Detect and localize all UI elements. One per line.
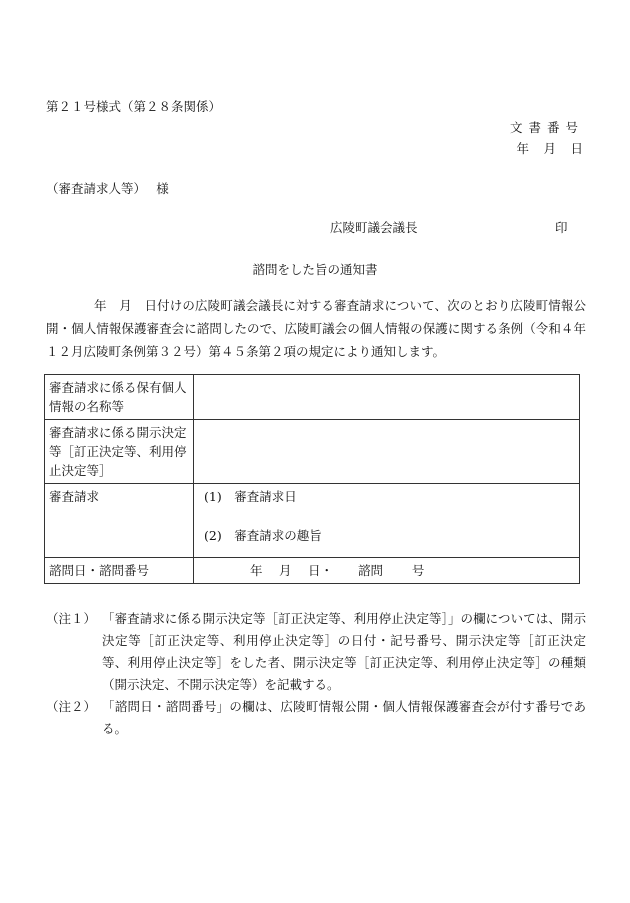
review-request-purpose-item: (2) 審査請求の趣旨 [204, 528, 322, 543]
notes-section [46, 608, 586, 740]
table-row [45, 484, 580, 558]
note-text: 「諮問日・諮問番号」の欄は、広陵町情報公開・個人情報保護審査会が付す番号である。 [102, 699, 586, 736]
note-item [46, 608, 586, 696]
recipient-line: （審査請求人等） 様 [46, 181, 169, 196]
row-value-review-request [194, 484, 580, 558]
table-row [45, 420, 580, 484]
row-label-personal-info: 審査請求に係る保有個人情報の名称等 [45, 375, 194, 420]
table-row [45, 558, 580, 584]
note-text: 「審査請求に係る開示決定等［訂正決定等、利用停止決定等］」の欄については、開示決定等［訂正決定等、利用停止決定等］の日付・記号番号、開示決定等［訂正決定等、利用停止決定等］をした者、開示決定等［訂正決定等、利用停止決定等］の種類（開示決定、不開示決定等）を記載する。 [102, 611, 586, 692]
row-label-consultation: 諮問日・諮問番号 [45, 558, 194, 584]
document-title: 諮問をした旨の通知書 [252, 262, 378, 277]
table-row [45, 375, 580, 420]
info-table [44, 374, 580, 584]
row-value-consultation [194, 558, 580, 584]
note-mark: （注１） [46, 611, 97, 626]
consultation-date-number: 年 月 日・ 諮問 号 [250, 563, 425, 578]
document-number-label: 文書番号 [509, 120, 584, 135]
body-paragraph: 年 月 日付けの広陵町議会議長に対する審査請求について、次のとおり広陵町情報公開・個人情報保護審査会に諮問したので、広陵町議会の個人情報の保護に関する条例（令和４年１２月広陵町条例第３２号）第４５条第２項の規定により通知します。 [46, 298, 586, 359]
review-request-date-item: (1) 審査請求日 [204, 489, 297, 504]
document-date-label: 年 月 日 [516, 141, 584, 156]
note-mark: （注２） [46, 699, 97, 714]
sender-name: 広陵町議会議長 [330, 220, 418, 235]
row-label-review-request: 審査請求 [45, 484, 194, 558]
seal-mark: 印 [555, 220, 568, 235]
row-value-disclosure-decision [194, 420, 580, 484]
row-label-disclosure-decision: 審査請求に係る開示決定等［訂正決定等、利用停止決定等］ [45, 420, 194, 484]
row-value-personal-info [194, 375, 580, 420]
note-item [46, 696, 586, 740]
form-number: 第２１号様式（第２８条関係） [46, 99, 222, 114]
